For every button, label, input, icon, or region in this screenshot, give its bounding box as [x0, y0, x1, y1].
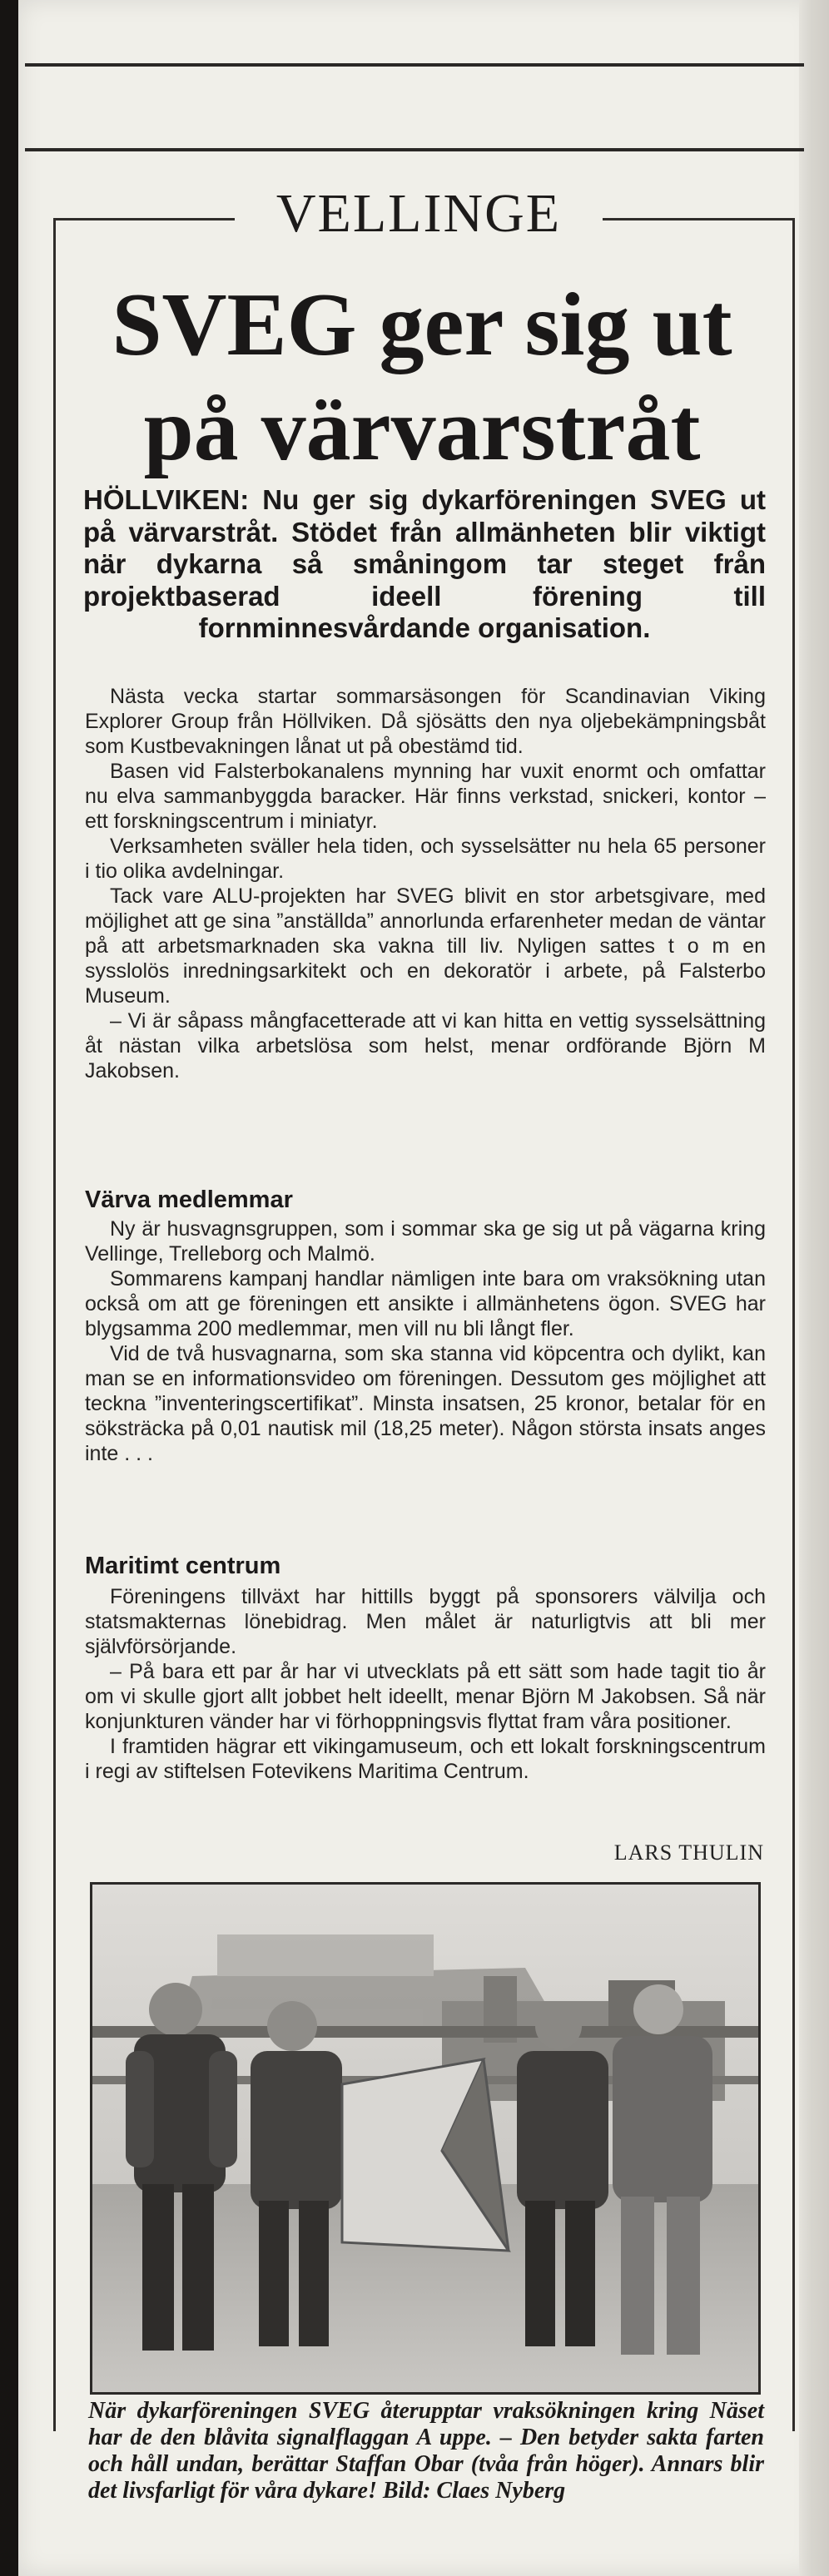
subheading-maritime-center: Maritimt centrum: [85, 1553, 281, 1579]
frame-rule-left: [53, 218, 235, 220]
subheading-recruit: Värva medlemmar: [85, 1186, 293, 1213]
news-photo: [90, 1882, 761, 2395]
lead-paragraph: HÖLLVIKEN: Nu ger sig dykarföreningen SVEG ut på värvarstråt. Stödet från allmänheten blir viktigt när dykarna så småningom tar steget från projektbaserad ideell förening till fornminnesvårdande organisation.: [83, 484, 766, 643]
paragraph: Ny är husvagnsgruppen, som i sommar ska ge sig ut på vägarna kring Vellinge, Trelleborg och Malmö.: [85, 1217, 766, 1266]
body-section-center: [85, 1584, 766, 1784]
body-section-recruit: [85, 1216, 766, 1466]
frame-border-left: [53, 218, 56, 2431]
paragraph: Verksamheten sväller hela tiden, och sysselsätter nu hela 65 personer i tio olika avdelningar.: [85, 835, 766, 883]
frame-border-right: [792, 218, 795, 2431]
paragraph: Tack vare ALU-projekten har SVEG blivit en stor arbetsgivare, med möjlighet att ge sina ”anställda” annorlunda erfarenheter medan de väntar på att arbetsmarknaden ska vakna till liv. Nyligen sattes t o m en sysslolös inredningsarkitekt och en dekoratör i arbete, på Falsterbo Museum.: [85, 884, 766, 1008]
paragraph: Vid de två husvagnarna, som ska stanna vid köpcentra och dylikt, kan man se en informationsvideo om föreningen. Dessutom ges möjlighet att teckna ”inventeringscertifikat”. Minsta insatsen, 25 kronor, betalar för en söksträcka på 0,01 nautisk mil (18,25 meter). Någon största insats anges inte . . .: [85, 1342, 766, 1465]
photo-caption: När dykarföreningen SVEG återupptar vraksökningen kring Näset har de den blåvita signalflaggan A uppe. – Den betyder sakta farten och håll undan, berättar Staffan Obar (tvåa från höger). Annars blir det livsfarligt för våra dykare! Bild: Claes Nyberg: [88, 2398, 764, 2504]
top-rule: [25, 63, 804, 67]
paragraph: – På bara ett par år har vi utvecklats på ett sätt som hade tagit tio år om vi skulle gjort allt jobbet helt ideellt, menar Björn M Jakobsen. Så när konjunkturen vänder har vi förhoppningsvis flyttat fram våra positioner.: [85, 1660, 766, 1733]
paragraph: Basen vid Falsterbokanalens mynning har vuxit enormt och omfattar nu elva sammanbyggda baracker. Här finns verkstad, snickeri, kontor – ett forskningscentrum i miniatyr.: [85, 760, 766, 833]
divers-photo-illustration: [92, 1885, 758, 2392]
paragraph: Nästa vecka startar sommarsäsongen för Scandinavian Viking Explorer Group från Höllviken. Då sjösätts den nya oljebekämpningsbåt som Kustbevakningen lånat ut på obestämd tid.: [85, 685, 766, 758]
body-section-intro: [85, 684, 766, 1083]
headline: SVEG ger sig ut på värvarstråt: [112, 275, 732, 479]
paragraph: – Vi är såpass mångfacetterade att vi kan hitta en vettig sysselsättning åt nästan vilka arbetslösa som helst, menar ordförande Björn M Jakobsen.: [85, 1009, 766, 1082]
section-kicker: VELLINGE: [276, 183, 562, 244]
top-rule-secondary: [25, 148, 804, 151]
paragraph: Föreningens tillväxt har hittills byggt på sponsorers välvilja och statsmakternas lönebidrag. Men målet är naturligtvis att bli mer självförsörjande.: [85, 1585, 766, 1658]
byline: LARS THULIN: [613, 1840, 764, 1865]
paragraph: Sommarens kampanj handlar nämligen inte bara om vraksökning utan också om att ge föreningen ett ansikte i allmänhetens ögon. SVEG har blygsamma 200 medlemmar, men vill nu bli långt fler.: [85, 1267, 766, 1340]
paragraph: I framtiden hägrar ett vikingamuseum, och ett lokalt forskningscentrum i regi av stiftelsen Fotevikens Maritima Centrum.: [85, 1735, 766, 1783]
signal-flag: [342, 2059, 509, 2251]
clipping-edge: [799, 0, 829, 2576]
frame-rule-right: [603, 218, 794, 220]
